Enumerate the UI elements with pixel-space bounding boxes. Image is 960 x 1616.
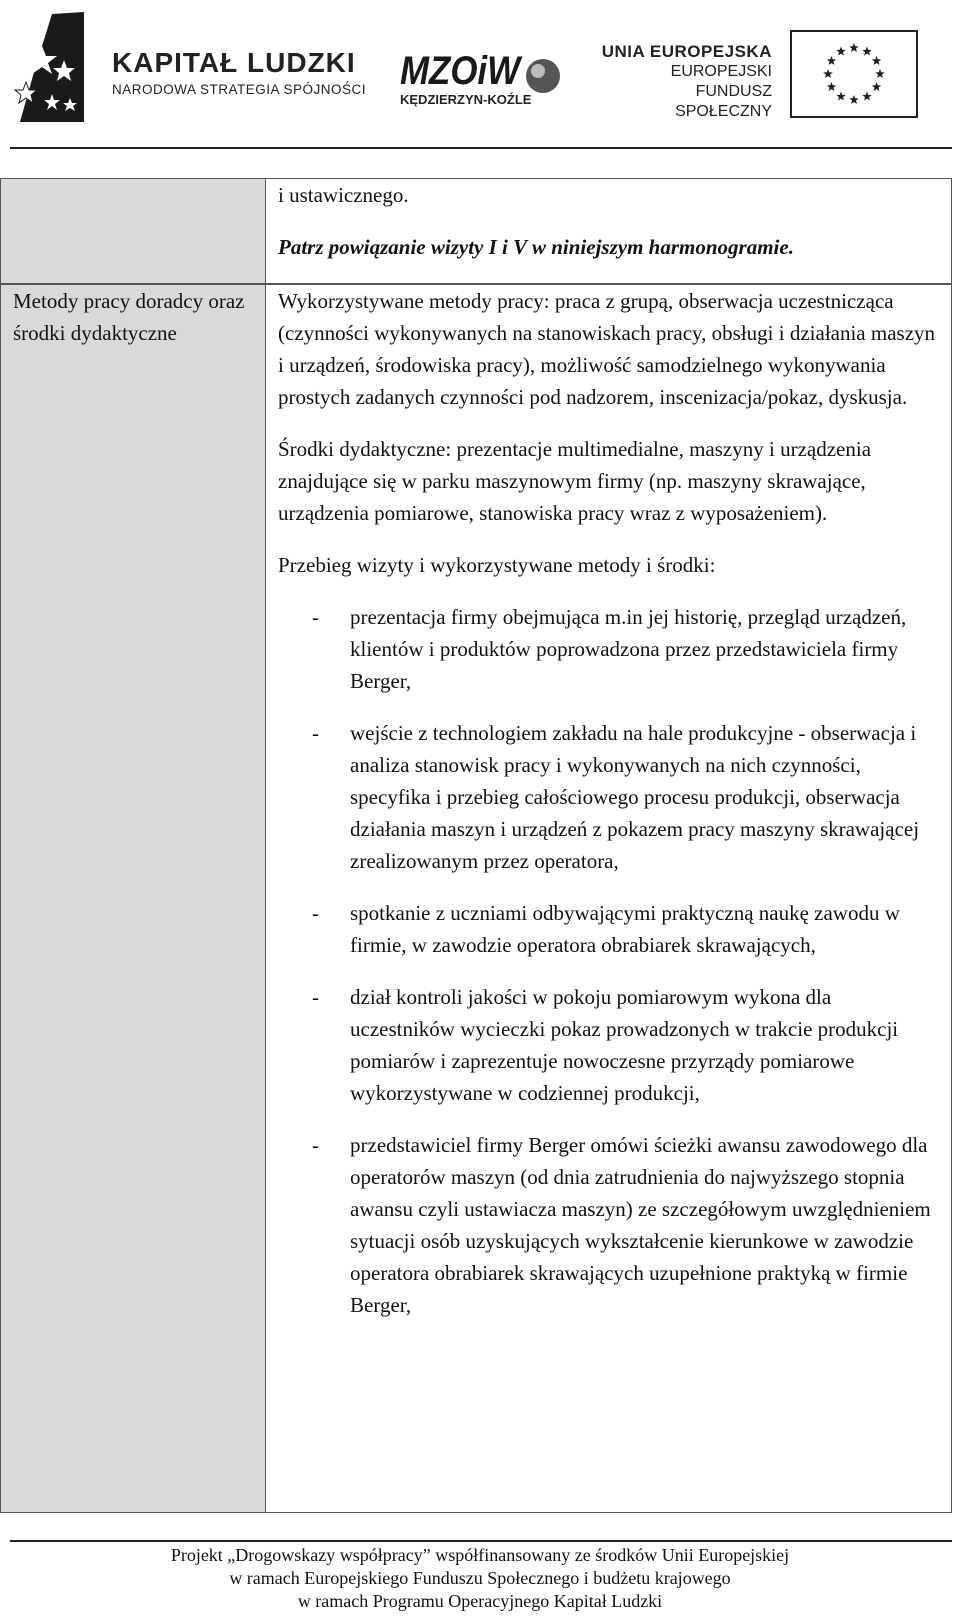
mzoiw-city: KĘDZIERZYN-KOŹLE [400,92,532,107]
visit-course-heading: Przebieg wizyty i wykorzystywane metody i środki: [278,553,716,577]
list-item [278,897,938,961]
list-item [278,717,938,877]
page-footer [0,1544,960,1613]
mzoiw-logo-text: MZOiW [400,49,523,93]
list-item [278,1129,938,1321]
list-dash: - [312,985,319,1009]
eu-fund-line1: EUROPEJSKI [670,63,772,80]
eu-star-icon [836,46,846,55]
eu-star-icon [827,82,837,91]
footer-line-3: w ramach Programu Operacyjnego Kapitał Ludzki [297,1591,663,1611]
eu-star-icon [875,69,885,78]
list-item-text: przedstawiciel firmy Berger omówi ścieżki awansu zawodowego dla operatorów maszyn (od dnia zatrudnienia do najwyższego stopnia awansu czyli ustawiacza maszyn) ze szczegółowym uwzględnieniem sytuacji osób uzyskujących wykształcenie kierunkowe w zawodzie operatora obrabiarek skrawających uzupełnione praktyką w firmie Berger, [350,1133,931,1317]
methods-paragraph: Wykorzystywane metody pracy: praca z grupą, obserwacja uczestnicząca (czynności wykonywanych na stanowiskach pracy, obsługi i działania maszyn i urządzeń, środowiska pracy), możliwość samodzielnego wykonywania prostych zadanych czynności pod nadzorem, inscenizacja/pokaz, dyskusja. [278,289,936,409]
page-header [0,0,960,150]
footer-divider [10,1540,952,1542]
list-item [278,601,938,697]
continued-text: i ustawicznego. [278,183,409,207]
list-item-text: dział kontroli jakości w pokoju pomiarowym wykona dla uczestników wycieczki pokaz prowadzonych w trakcie produkcji pomiarów i zaprezentuje nowoczesne przyrządy pomiarowe wykorzystywane w codziennej produkcji, [350,985,899,1105]
list-dash: - [312,1133,319,1157]
header-divider [10,147,952,149]
didactic-means-paragraph: Środki dydaktyczne: prezentacje multimedialne, maszyny i urządzenia znajdujące się w parku maszynowym firmy (np. maszyny skrawające, urządzenia pomiarowe, stanowiska pracy wraz z wyposażeniem). [278,437,872,525]
eu-fund-line2: FUNDUSZ SPOŁECZNY [675,83,772,120]
label-column [1,179,266,1512]
eu-title: UNIA EUROPEJSKA [601,42,772,61]
list-item-text: prezentacja firmy obejmująca m.in jej historię, przegląd urządzeń, klientów i produktów poprowadzona przez przedstawiciela firmy Berger, [350,605,907,693]
reference-note: Patrz powiązanie wizyty I i V w niniejszym harmonogramie. [278,235,794,259]
methods-content [278,285,938,1341]
eu-star-icon [849,95,859,104]
eu-star-icon [872,82,882,91]
eu-star-icon [872,56,882,65]
eu-star-icon [862,46,872,55]
eu-flag-icon [790,30,918,118]
kapital-ludzki-title: KAPITAŁ LUDZKI [112,47,356,78]
eu-star-icon [823,69,833,78]
list-dash: - [312,605,319,629]
kapital-ludzki-subtitle: NARODOWA STRATEGIA SPÓJNOŚCI [112,82,367,97]
eu-star-icon [827,56,837,65]
list-item [278,981,938,1109]
content-table [0,178,952,1513]
kapital-ludzki-logo [12,12,86,124]
eu-wordmark [600,42,772,122]
list-dash: - [312,721,319,745]
row-label-methods: Metody pracy doradcy oraz środki dydaktyczne [13,289,245,345]
kapital-ludzki-wordmark [112,48,366,97]
eu-star-icon [836,92,846,101]
list-dash: - [312,901,319,925]
footer-line-2: w ramach Europejskiego Funduszu Społecznego i budżetu krajowego [229,1568,731,1588]
footer-line-1: Projekt „Drogowskazy współpracy” współfinansowany ze środków Unii Europejskiej [170,1545,790,1565]
eu-star-icon [849,43,859,52]
eu-star-icon [862,92,872,101]
list-item-text: wejście z technologiem zakładu na hale produkcyjne - obserwacja i analiza stanowisk pracy i wykonywanych na nich czynności, specyfika i przebieg całościowego procesu produkcji, obserwacja działania maszyn i urządzeń z pokazem pracy maszyny skrawającej zrealizowanym przez operatora, [350,721,920,873]
list-item-text: spotkanie z uczniami odbywającymi praktyczną naukę zawodu w firmie, w zawodzie operatora obrabiarek skrawających, [350,901,900,957]
